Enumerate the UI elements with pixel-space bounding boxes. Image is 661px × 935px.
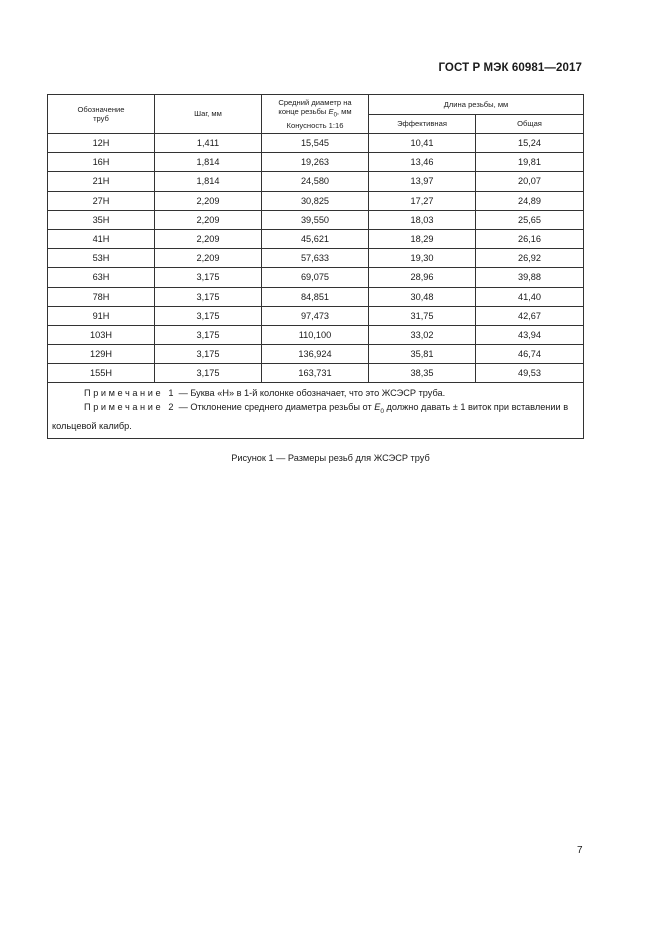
table-row: [48, 172, 584, 191]
pitch-cell: 3,175: [155, 306, 262, 325]
header-mean-diameter: Средний диаметр на конце резьбы $E_0$, мм Конусность 1:16: [262, 95, 369, 134]
table-row: [48, 345, 584, 364]
effective-length-cell: 17,27: [369, 191, 476, 210]
effective-length-cell: 10,41: [369, 134, 476, 153]
mean-diameter-cell: 136,924: [262, 345, 369, 364]
designation-cell: 103H: [48, 325, 155, 344]
header-total: Общая: [476, 115, 584, 134]
total-length-cell: 41,40: [476, 287, 584, 306]
designation-cell: 53H: [48, 249, 155, 268]
total-length-cell: 20,07: [476, 172, 584, 191]
pitch-cell: 2,209: [155, 191, 262, 210]
pitch-cell: 1,814: [155, 153, 262, 172]
mean-diameter-cell: 30,825: [262, 191, 369, 210]
header-effective: Эффективная: [369, 115, 476, 134]
mean-diameter-cell: 19,263: [262, 153, 369, 172]
designation-cell: 21H: [48, 172, 155, 191]
pitch-cell: 1,411: [155, 134, 262, 153]
total-length-cell: 43,94: [476, 325, 584, 344]
mean-diameter-cell: 97,473: [262, 306, 369, 325]
pitch-cell: 3,175: [155, 268, 262, 287]
pitch-cell: 2,209: [155, 210, 262, 229]
designation-cell: 91H: [48, 306, 155, 325]
effective-length-cell: 28,96: [369, 268, 476, 287]
mean-diameter-cell: 24,580: [262, 172, 369, 191]
effective-length-cell: 31,75: [369, 306, 476, 325]
pitch-cell: 3,175: [155, 287, 262, 306]
designation-cell: 129H: [48, 345, 155, 364]
document-code-header: ГОСТ Р МЭК 60981—2017: [438, 62, 582, 74]
total-length-cell: 42,67: [476, 306, 584, 325]
note-2: Примечание 2 — Отклонение среднего диаметра резьбы от $E_0$ должно давать ± 1 виток при вставлении в кольцевой калибр.: [52, 402, 569, 432]
table-row: [48, 325, 584, 344]
header-pitch: Шаг, мм: [155, 95, 262, 134]
table-body: [48, 134, 584, 383]
total-length-cell: 26,92: [476, 249, 584, 268]
effective-length-cell: 35,81: [369, 345, 476, 364]
total-length-cell: 19,81: [476, 153, 584, 172]
effective-length-cell: 33,02: [369, 325, 476, 344]
designation-cell: 12H: [48, 134, 155, 153]
total-length-cell: 46,74: [476, 345, 584, 364]
total-length-cell: 25,65: [476, 210, 584, 229]
designation-cell: 41H: [48, 229, 155, 248]
total-length-cell: 24,89: [476, 191, 584, 210]
designation-cell: 16H: [48, 153, 155, 172]
designation-cell: 78H: [48, 287, 155, 306]
total-length-cell: 49,53: [476, 364, 584, 383]
mean-diameter-cell: 15,545: [262, 134, 369, 153]
effective-length-cell: 13,97: [369, 172, 476, 191]
header-thread-length: Длина резьбы, мм: [369, 95, 584, 115]
pitch-cell: 1,814: [155, 172, 262, 191]
total-length-cell: 39,88: [476, 268, 584, 287]
mean-diameter-cell: 110,100: [262, 325, 369, 344]
mean-diameter-cell: 45,621: [262, 229, 369, 248]
table-row: [48, 191, 584, 210]
mean-diameter-cell: 69,075: [262, 268, 369, 287]
pitch-cell: 3,175: [155, 325, 262, 344]
effective-length-cell: 19,30: [369, 249, 476, 268]
effective-length-cell: 18,03: [369, 210, 476, 229]
effective-length-cell: 38,35: [369, 364, 476, 383]
thread-dimensions-table: [47, 94, 584, 439]
table-row: [48, 364, 584, 383]
designation-cell: 27H: [48, 191, 155, 210]
designation-cell: 155H: [48, 364, 155, 383]
thread-dimensions-table-wrap: [47, 94, 583, 439]
total-length-cell: 15,24: [476, 134, 584, 153]
pitch-cell: 2,209: [155, 229, 262, 248]
table-row: [48, 229, 584, 248]
table-row: [48, 306, 584, 325]
mean-diameter-cell: 57,633: [262, 249, 369, 268]
effective-length-cell: 18,29: [369, 229, 476, 248]
pitch-cell: 2,209: [155, 249, 262, 268]
effective-length-cell: 30,48: [369, 287, 476, 306]
note-1: Примечание 1 — Буква «Н» в 1-й колонке обозначает, что это ЖСЭСР труба.: [84, 388, 446, 399]
page-number: 7: [577, 845, 583, 856]
table-row: [48, 153, 584, 172]
total-length-cell: 26,16: [476, 229, 584, 248]
designation-cell: 35H: [48, 210, 155, 229]
mean-diameter-cell: 39,550: [262, 210, 369, 229]
table-row: [48, 287, 584, 306]
pitch-cell: 3,175: [155, 364, 262, 383]
table-row: [48, 210, 584, 229]
effective-length-cell: 13,46: [369, 153, 476, 172]
designation-cell: 63H: [48, 268, 155, 287]
table-row: [48, 134, 584, 153]
table-row: [48, 268, 584, 287]
mean-diameter-cell: 163,731: [262, 364, 369, 383]
header-designation: Обозначение труб: [48, 95, 155, 134]
table-notes: [48, 383, 584, 439]
figure-caption: Рисунок 1 — Размеры резьб для ЖСЭСР труб: [231, 453, 430, 463]
table-row: [48, 249, 584, 268]
pitch-cell: 3,175: [155, 345, 262, 364]
mean-diameter-cell: 84,851: [262, 287, 369, 306]
